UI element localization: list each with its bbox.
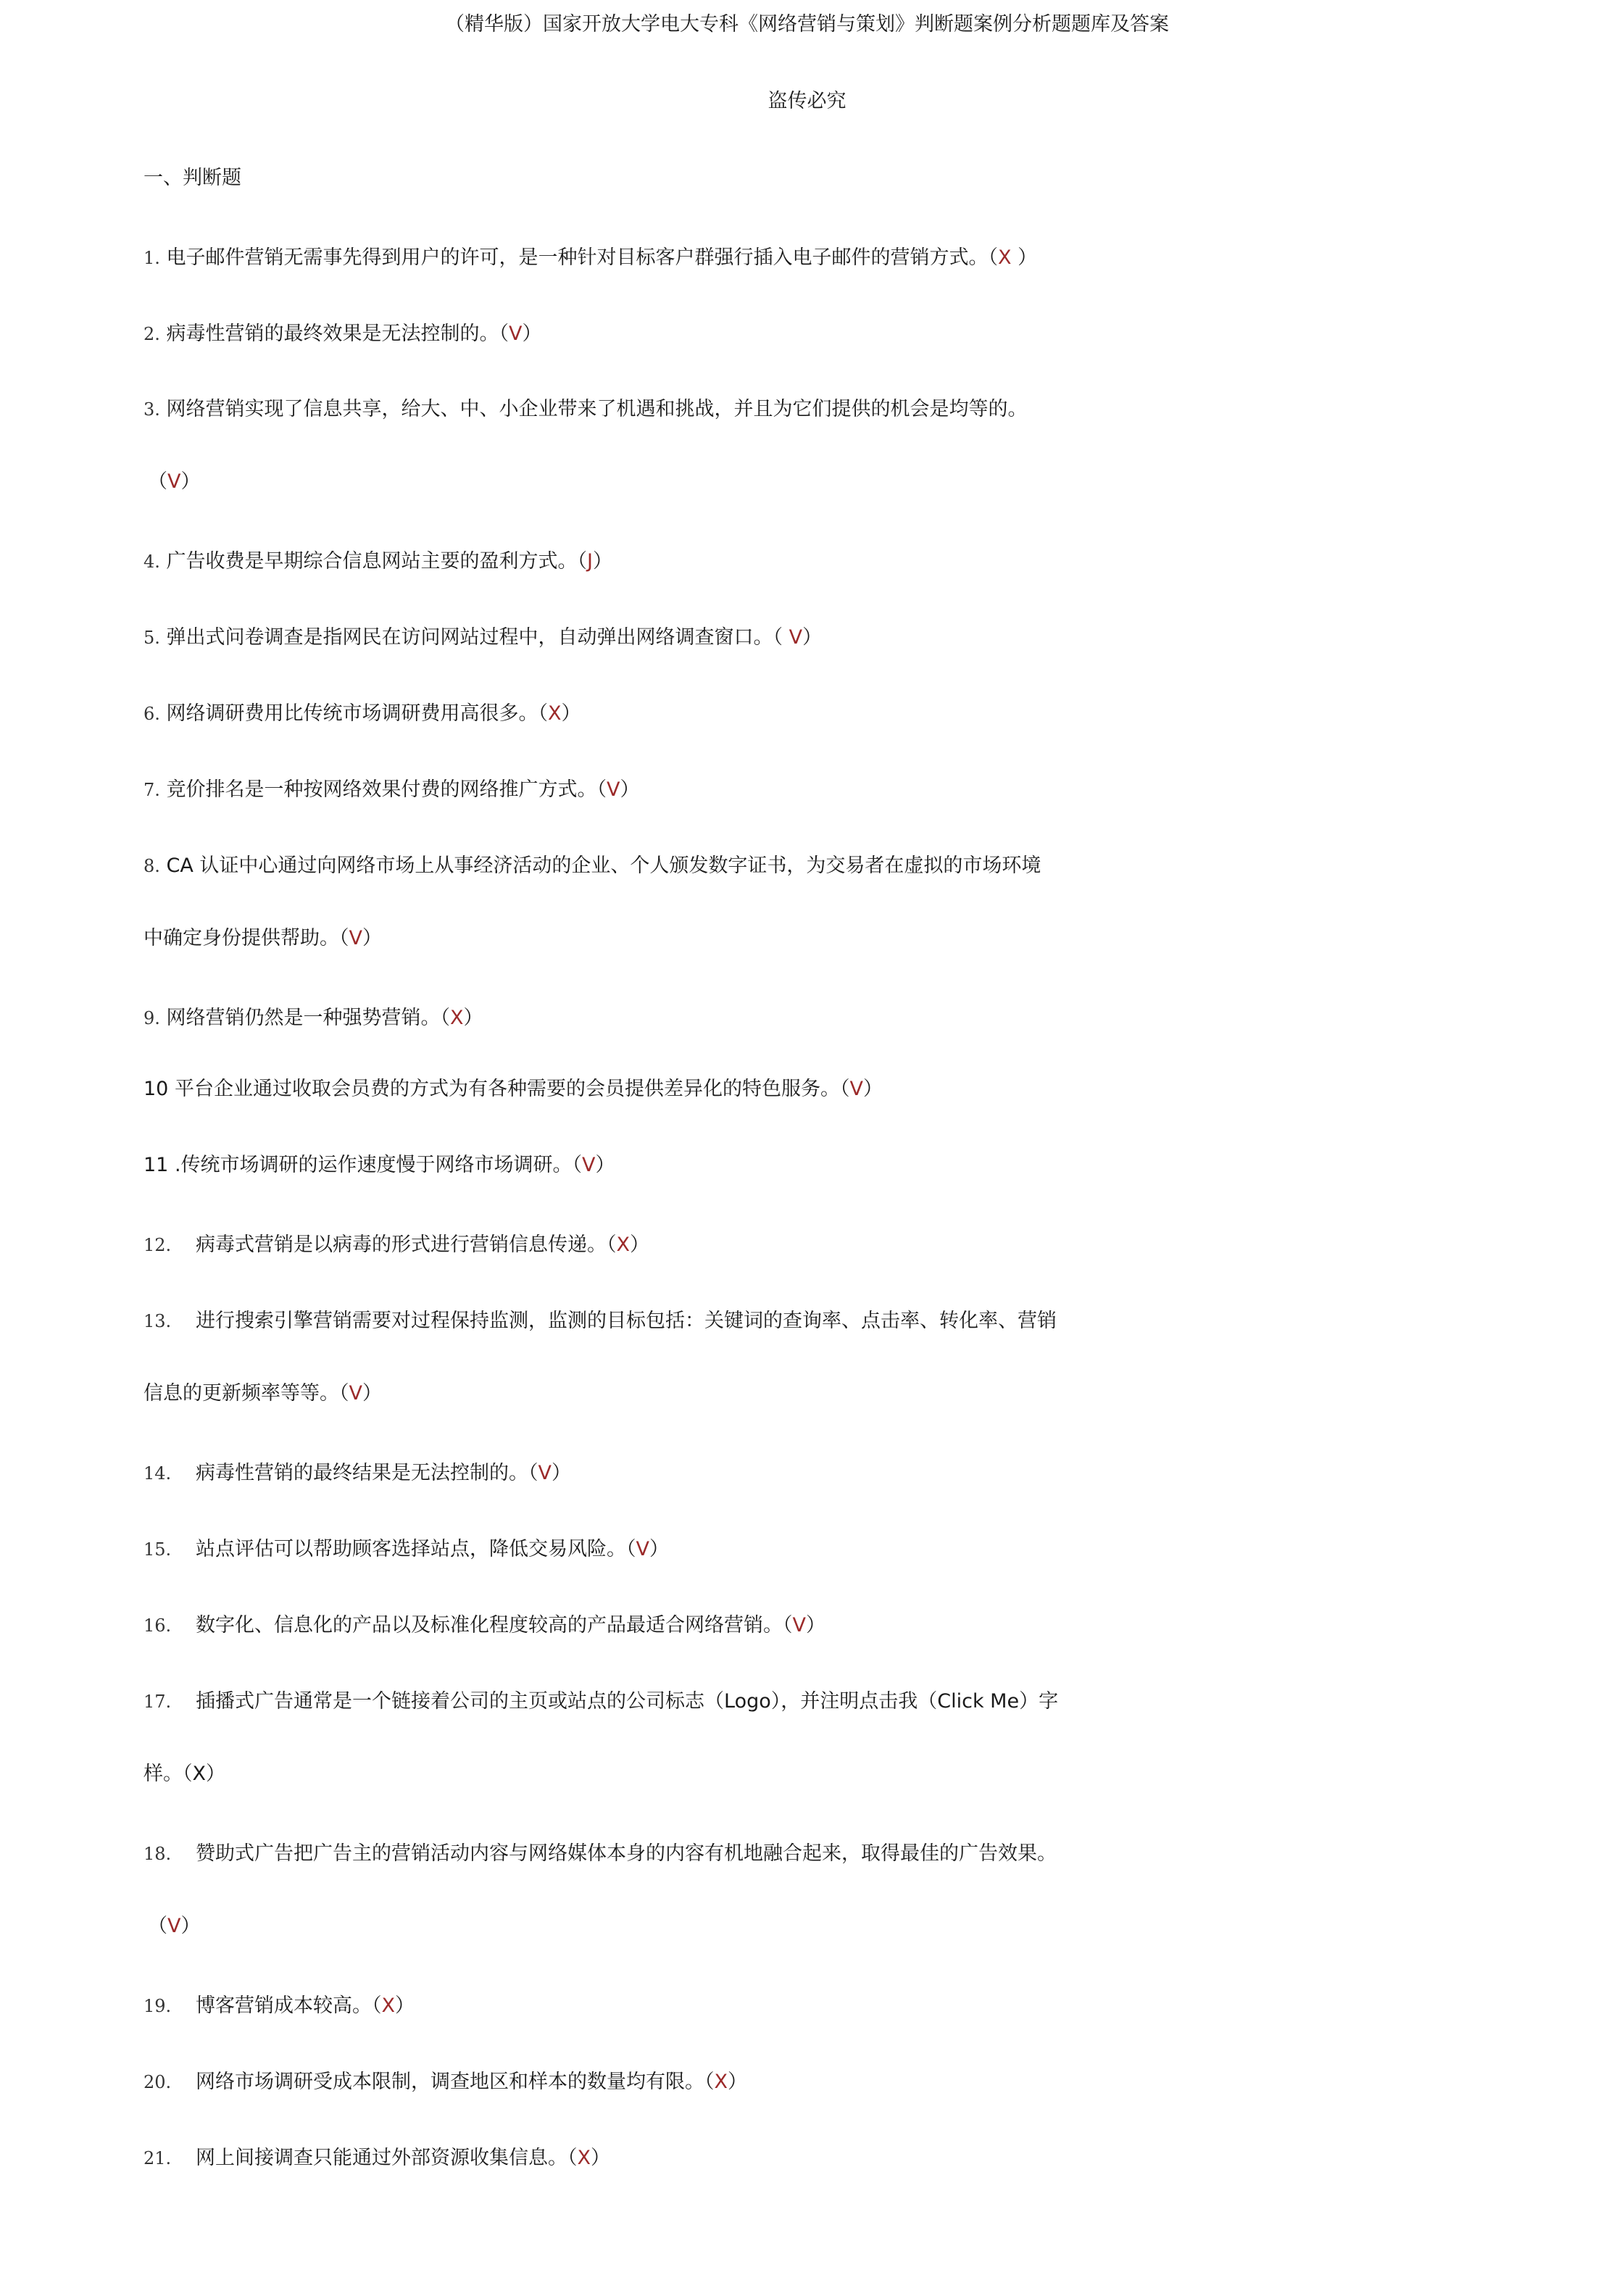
question-text: 竞价排名是一种按网络效果付费的网络推广方式。 <box>166 778 597 801</box>
question-number: 12. <box>143 1235 172 1255</box>
answer-open-paren: （ <box>783 1614 793 1636</box>
answer-mark: X <box>998 246 1012 269</box>
answer-open-paren: （ <box>528 1462 538 1484</box>
question-item-3-answer-line <box>148 467 200 496</box>
answer-mark: V <box>167 470 181 493</box>
answer-open-paren: （ <box>339 1382 349 1405</box>
answer-open-paren: （ <box>148 1915 167 1937</box>
answer-mark: V <box>167 1915 181 1937</box>
copyright-notice: 盗传必究 <box>768 90 846 112</box>
answer-mark: X <box>616 1234 630 1256</box>
answer-mark: V <box>607 778 620 801</box>
question-item-17 <box>143 1687 1058 1716</box>
question-item-20 <box>143 2068 747 2097</box>
answer-mark: X <box>450 1007 464 1029</box>
question-text: 网络调研费用比传统市场调研费用高很多。 <box>166 702 538 725</box>
answer-close-paren: ） <box>728 2071 747 2093</box>
answer-mark: X <box>192 1763 206 1785</box>
question-text: 病毒式营销是以病毒的形式进行营销信息传递。 <box>196 1234 607 1256</box>
question-item-5 <box>143 623 822 652</box>
question-item-7 <box>143 775 639 804</box>
answer-mark: V <box>349 1382 362 1405</box>
answer-mark: J <box>587 550 593 573</box>
answer-close-paren: ） <box>592 550 612 573</box>
answer-mark: X <box>548 702 562 725</box>
answer-open-paren: （ <box>183 1763 193 1785</box>
answer-close-paren: ） <box>395 1995 415 2017</box>
question-text: CA 认证中心通过向网络市场上从事经济活动的企业、个人颁发数字证书，为交易者在虚拟的市场环境 <box>166 854 1041 877</box>
question-text-continuation: 信息的更新频率等等。 <box>143 1382 339 1405</box>
question-item-18-answer-line <box>148 1912 200 1941</box>
answer-mark: V <box>636 1538 649 1560</box>
question-item-8-continuation <box>143 924 382 953</box>
answer-open-paren: （ <box>626 1538 636 1560</box>
question-number: 7. <box>143 780 160 800</box>
question-item-9 <box>143 1004 483 1033</box>
question-number: 1. <box>143 248 160 268</box>
question-number: 6. <box>143 704 160 724</box>
answer-close-paren: ） <box>805 1614 825 1636</box>
answer-close-paren: ） <box>630 1234 649 1256</box>
question-number: 11 <box>143 1154 169 1176</box>
answer-mark: V <box>789 626 803 649</box>
answer-close-paren: ） <box>551 1462 571 1484</box>
answer-mark: V <box>582 1154 596 1176</box>
answer-open-paren: （ <box>773 626 789 649</box>
answer-close-paren: ） <box>649 1538 669 1560</box>
question-text: 数字化、信息化的产品以及标准化程度较高的产品最适合网络营销。 <box>196 1614 783 1636</box>
question-number: 5. <box>143 628 160 648</box>
question-text-continuation: 样。 <box>143 1763 183 1785</box>
question-item-17-continuation <box>143 1760 225 1789</box>
question-text: 网络营销仍然是一种强势营销。 <box>166 1007 441 1029</box>
question-text: 站点评估可以帮助顾客选择站点，降低交易风险。 <box>196 1538 626 1560</box>
question-text: 网上间接调查只能通过外部资源收集信息。 <box>196 2147 567 2169</box>
question-item-3 <box>143 395 1028 424</box>
answer-close-paren: ） <box>206 1763 225 1785</box>
section-heading: 一、判断题 <box>143 167 241 189</box>
answer-mark: X <box>714 2071 728 2093</box>
question-number: 20. <box>143 2072 172 2092</box>
answer-mark: V <box>849 1078 863 1100</box>
question-item-12 <box>143 1231 649 1260</box>
answer-close-paren: ） <box>362 927 382 949</box>
question-text: 平台企业通过收取会员费的方式为有各种需要的会员提供差异化的特色服务。 <box>174 1078 840 1100</box>
question-text: 网络市场调研受成本限制，调查地区和样本的数量均有限。 <box>196 2071 704 2093</box>
question-item-21 <box>143 2144 610 2173</box>
question-item-13 <box>143 1307 1057 1336</box>
question-number: 3. <box>143 399 160 420</box>
answer-open-paren: （ <box>572 1154 583 1176</box>
answer-open-paren: （ <box>988 246 998 269</box>
question-item-14 <box>143 1459 571 1488</box>
answer-open-paren: （ <box>148 470 167 493</box>
question-item-11 <box>143 1151 615 1180</box>
answer-close-paren: ） <box>561 702 581 725</box>
question-number: 2. <box>143 324 160 344</box>
question-text: 进行搜索引擎营销需要对过程保持监测，监测的目标包括：关键词的查询率、点击率、转化率、营销 <box>196 1310 1057 1332</box>
question-number: 16. <box>143 1615 172 1636</box>
answer-close-paren: ） <box>180 470 201 493</box>
question-text: 网络营销实现了信息共享，给大、中、小企业带来了机遇和挑战，并且为它们提供的机会是均等的。 <box>166 398 1028 420</box>
answer-mark: V <box>349 927 362 949</box>
answer-close-paren: ） <box>522 323 542 345</box>
question-text-continuation: 中确定身份提供帮助。 <box>143 927 339 949</box>
answer-open-paren: （ <box>596 778 607 801</box>
question-item-16 <box>143 1611 825 1640</box>
question-text: 病毒性营销的最终结果是无法控制的。 <box>196 1462 528 1484</box>
question-item-15 <box>143 1535 669 1564</box>
document-title: （精华版）国家开放大学电大专科《网络营销与策划》判断题案例分析题题库及答案 <box>445 13 1169 36</box>
question-text: 病毒性营销的最终效果是无法控制的。 <box>166 323 499 345</box>
question-number: 21. <box>143 2148 172 2168</box>
answer-open-paren: （ <box>607 1234 617 1256</box>
question-text: .传统市场调研的运作速度慢于网络市场调研。 <box>174 1154 573 1176</box>
question-number: 18. <box>143 1844 172 1864</box>
answer-close-paren: ） <box>463 1007 483 1029</box>
answer-open-paren: （ <box>499 323 509 345</box>
question-number: 10 <box>143 1078 169 1100</box>
question-text: 赞助式广告把广告主的营销活动内容与网络媒体本身的内容有机地融合起来，取得最佳的广告效果。 <box>196 1842 1057 1865</box>
question-item-1 <box>143 244 1037 273</box>
question-item-6 <box>143 699 581 728</box>
answer-close-paren: ） <box>802 626 823 649</box>
question-item-10 <box>143 1075 883 1104</box>
answer-open-paren: （ <box>577 550 587 573</box>
answer-open-paren: （ <box>440 1007 450 1029</box>
answer-mark: V <box>509 323 523 345</box>
answer-close-paren: ） <box>1011 246 1038 269</box>
question-item-2 <box>143 320 541 349</box>
answer-open-paren: （ <box>538 702 548 725</box>
answer-close-paren: ） <box>591 2147 610 2169</box>
answer-close-paren: ） <box>620 778 640 801</box>
question-number: 9. <box>143 1008 160 1028</box>
answer-mark: X <box>577 2147 591 2169</box>
answer-open-paren: （ <box>372 1995 382 2017</box>
answer-open-paren: （ <box>339 927 349 949</box>
question-number: 13. <box>143 1311 172 1331</box>
answer-open-paren: （ <box>704 2071 715 2093</box>
answer-open-paren: （ <box>567 2147 578 2169</box>
question-text: 广告收费是早期综合信息网站主要的盈利方式。 <box>166 550 578 573</box>
answer-open-paren: （ <box>839 1078 850 1100</box>
question-text: 插播式广告通常是一个链接着公司的主页或站点的公司标志（Logo），并注明点击我（Click Me）字 <box>196 1690 1059 1713</box>
answer-close-paren: ） <box>180 1915 201 1937</box>
question-text: 弹出式问卷调查是指网民在访问网站过程中，自动弹出网络调查窗口。 <box>166 626 773 649</box>
question-item-18 <box>143 1839 1057 1868</box>
answer-mark: V <box>538 1462 552 1484</box>
question-number: 14. <box>143 1463 172 1484</box>
question-number: 4. <box>143 552 160 572</box>
question-item-13-continuation <box>143 1379 382 1408</box>
question-number: 19. <box>143 1996 172 2016</box>
question-item-8 <box>143 852 1041 881</box>
answer-close-paren: ） <box>595 1154 615 1176</box>
question-number: 17. <box>143 1692 172 1712</box>
question-item-19 <box>143 1992 415 2021</box>
question-number: 15. <box>143 1539 172 1560</box>
answer-close-paren: ） <box>862 1078 883 1100</box>
question-text: 电子邮件营销无需事先得到用户的许可，是一种针对目标客户群强行插入电子邮件的营销方式。 <box>166 246 989 269</box>
question-item-4 <box>143 547 612 576</box>
answer-mark: X <box>381 1995 395 2017</box>
question-number: 8. <box>143 856 160 876</box>
question-text: 博客营销成本较高。 <box>196 1995 372 2017</box>
answer-mark: V <box>792 1614 806 1636</box>
answer-close-paren: ） <box>362 1382 382 1405</box>
